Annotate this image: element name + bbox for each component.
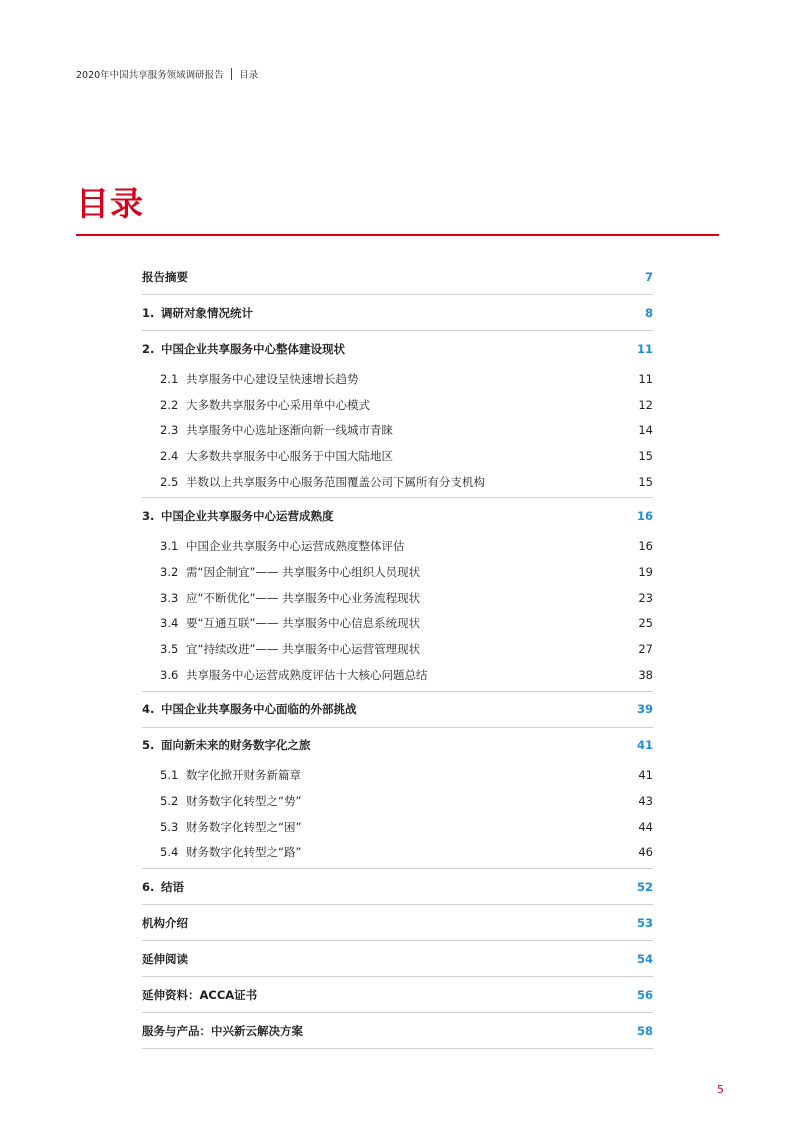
toc-entry-label: 延伸阅读: [142, 951, 188, 966]
toc-subentry-number: 3.4: [160, 616, 179, 631]
toc-subentry-page: 46: [638, 845, 653, 860]
toc-entry-label: 调研对象情况统计: [161, 305, 253, 320]
toc-subentry[interactable]: [142, 840, 653, 866]
toc-subentry-number: 3.1: [160, 539, 179, 554]
table-of-contents: [142, 259, 653, 1049]
toc-subentry-number: 5.1: [160, 768, 179, 783]
toc-subentry[interactable]: [142, 763, 653, 789]
toc-subentry-number: 2.2: [160, 397, 179, 412]
toc-subentry[interactable]: [142, 636, 653, 662]
toc-entry-label: 机构介绍: [142, 915, 188, 930]
toc-entry-org[interactable]: [142, 905, 653, 941]
toc-subentry-page: 41: [638, 768, 653, 783]
toc-entry-reading[interactable]: [142, 941, 653, 977]
page-title: 目录: [76, 184, 144, 223]
toc-subentry-number: 3.6: [160, 667, 179, 682]
toc-entry-page: 8: [644, 305, 653, 320]
toc-subentry[interactable]: [142, 443, 653, 469]
toc-entry-page: 53: [636, 915, 653, 930]
toc-entry-page: 54: [636, 951, 653, 966]
header-divider: [231, 68, 233, 80]
toc-subentry-page: 38: [638, 667, 653, 682]
toc-subentry-page: 27: [638, 642, 653, 657]
toc-subentry-label: 大多数共享服务中心采用单中心模式: [186, 397, 370, 412]
toc-subentry[interactable]: [142, 469, 653, 495]
toc-entry-section-5[interactable]: [142, 728, 653, 763]
toc-entry-page: 7: [644, 269, 653, 284]
toc-subentry-page: 25: [638, 616, 653, 631]
toc-entry-number: 6.: [142, 879, 155, 894]
toc-subentry-label: 应“不断优化”—— 共享服务中心业务流程现状: [186, 590, 421, 605]
toc-entry-page: 16: [636, 508, 653, 523]
toc-entry-products[interactable]: [142, 1013, 653, 1049]
toc-subentry-number: 3.5: [160, 642, 179, 657]
toc-subentry[interactable]: [142, 814, 653, 840]
toc-subentry[interactable]: [142, 611, 653, 637]
toc-subentry-label: 数字化掀开财务新篇章: [186, 768, 301, 783]
toc-subentry[interactable]: [142, 585, 653, 611]
toc-subentry[interactable]: [142, 788, 653, 814]
toc-entry-number: 3.: [142, 508, 155, 523]
toc-entry-label: 服务与产品：中兴新云解决方案: [142, 1023, 303, 1038]
toc-entry-label: 中国企业共享服务中心整体建设现状: [161, 341, 345, 356]
toc-subentry-page: 44: [638, 819, 653, 834]
toc-subentry[interactable]: [142, 417, 653, 443]
toc-entry-number: 5.: [142, 738, 155, 753]
toc-subentry-label: 共享服务中心运营成熟度评估十大核心问题总结: [186, 667, 428, 682]
toc-entry-number: 2.: [142, 341, 155, 356]
toc-subentry-label: 共享服务中心选址逐渐向新一线城市青睐: [186, 423, 393, 438]
toc-entry-page: 39: [636, 702, 653, 717]
toc-entry-label: 结语: [161, 879, 184, 894]
toc-entry-page: 56: [636, 987, 653, 1002]
toc-subentry[interactable]: [142, 366, 653, 392]
toc-entry-section-1[interactable]: [142, 295, 653, 331]
toc-entry-section-6[interactable]: [142, 869, 653, 905]
toc-entry-label: 中国企业共享服务中心面临的外部挑战: [161, 702, 357, 717]
toc-subentry-page: 19: [638, 564, 653, 579]
toc-subentry-label: 共享服务中心建设呈快速增长趋势: [186, 371, 359, 386]
toc-section-5: [142, 728, 653, 870]
toc-subentry-number: 2.3: [160, 423, 179, 438]
toc-subentry-label: 半数以上共享服务中心服务范围覆盖公司下属所有分支机构: [186, 474, 485, 489]
toc-entry-page: 58: [636, 1023, 653, 1038]
toc-subentry-number: 2.4: [160, 448, 179, 463]
toc-entry-page: 52: [636, 879, 653, 894]
toc-entry-label: 面向新未来的财务数字化之旅: [161, 738, 311, 753]
toc-subentry-page: 14: [638, 423, 653, 438]
report-title: 2020年中国共享服务领域调研报告: [76, 70, 224, 81]
toc-entry-number: 1.: [142, 305, 155, 320]
toc-subentry-label: 要“互通互联”—— 共享服务中心信息系统现状: [186, 616, 421, 631]
toc-subentry[interactable]: [142, 533, 653, 559]
toc-subentry-label: 需“因企制宜”—— 共享服务中心组织人员现状: [186, 564, 421, 579]
toc-entry-section-4[interactable]: [142, 692, 653, 728]
toc-subentry-number: 2.1: [160, 371, 179, 386]
header-section: 目录: [239, 70, 259, 81]
running-header: [76, 67, 258, 81]
toc-subentry-label: 中国企业共享服务中心运营成熟度整体评估: [186, 539, 405, 554]
toc-subentry-page: 15: [638, 448, 653, 463]
toc-entry-number: 4.: [142, 702, 155, 717]
toc-subentry-page: 16: [638, 539, 653, 554]
toc-subentry-label: 宜“持续改进”—— 共享服务中心运营管理现状: [186, 642, 421, 657]
toc-subentry-label: 财务数字化转型之“路”: [186, 845, 302, 860]
toc-entry-label: 中国企业共享服务中心运营成熟度: [161, 508, 334, 523]
toc-subentry[interactable]: [142, 559, 653, 585]
toc-entry-section-3[interactable]: [142, 498, 653, 533]
title-rule: [76, 234, 719, 236]
toc-subentry-number: 3.3: [160, 590, 179, 605]
toc-entry-section-2[interactable]: [142, 331, 653, 366]
toc-subentry-page: 23: [638, 590, 653, 605]
toc-section-2: [142, 331, 653, 498]
toc-entry-page: 11: [636, 341, 653, 356]
toc-section-3: [142, 498, 653, 691]
toc-entry-label: 报告摘要: [142, 269, 188, 284]
toc-entry-page: 41: [636, 738, 653, 753]
toc-subentry-label: 大多数共享服务中心服务于中国大陆地区: [186, 448, 393, 463]
toc-subentry[interactable]: [142, 662, 653, 688]
toc-entry-summary[interactable]: [142, 259, 653, 295]
toc-subentry-label: 财务数字化转型之“困”: [186, 819, 302, 834]
toc-subentry-page: 11: [638, 371, 653, 386]
toc-subentry[interactable]: [142, 392, 653, 418]
toc-subentry-page: 43: [638, 794, 653, 809]
toc-subentry-number: 3.2: [160, 564, 179, 579]
page-number: 5: [717, 1083, 724, 1096]
toc-subentry-page: 15: [638, 474, 653, 489]
toc-subentry-page: 12: [638, 397, 653, 412]
toc-subentry-number: 5.3: [160, 819, 179, 834]
toc-entry-label: 延伸资料：ACCA证书: [142, 987, 258, 1002]
toc-subentry-number: 5.2: [160, 794, 179, 809]
toc-subentry-number: 2.5: [160, 474, 179, 489]
toc-subentry-label: 财务数字化转型之“势”: [186, 794, 302, 809]
toc-entry-acca[interactable]: [142, 977, 653, 1013]
toc-subentry-number: 5.4: [160, 845, 179, 860]
